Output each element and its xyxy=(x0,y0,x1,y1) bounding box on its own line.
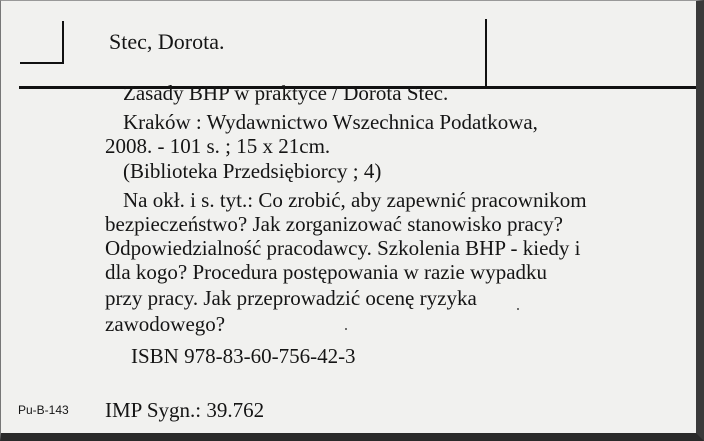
note-line-4: dla kogo? Procedura postępowania w razie wypadku xyxy=(105,260,548,284)
series-statement: (Biblioteka Przedsiębiorcy ; 4) xyxy=(123,159,382,183)
note-line-5: przy pracy. Jak przeprowadzić ocenę ryzyka xyxy=(105,286,477,310)
heading-vertical-rule xyxy=(485,19,487,87)
title-statement: Zasady BHP w praktyce / Dorota Stec. xyxy=(123,81,449,105)
dust-speck xyxy=(517,308,519,310)
publication-line-2: 2008. - 101 s. ; 15 x 21cm. xyxy=(105,134,331,158)
corner-mark-vertical xyxy=(62,21,64,64)
main-entry-heading: Stec, Dorota. xyxy=(109,29,225,54)
corner-mark-horizontal xyxy=(20,62,64,64)
publication-line-1: Kraków : Wydawnictwo Wszechnica Podatkowa, xyxy=(123,110,538,134)
dust-speck xyxy=(345,328,347,330)
note-line-1: Na okł. i s. tyt.: Co zrobić, aby zapewnić pracownikom xyxy=(123,188,587,212)
note-line-6: zawodowego? xyxy=(105,312,226,336)
note-line-3: Odpowiedzialność pracodawcy. Szkolenia BHP - kiedy i xyxy=(105,236,581,260)
isbn: ISBN 978-83-60-756-42-3 xyxy=(131,344,356,368)
shelfmark: Pu-B-143 xyxy=(18,403,69,417)
note-line-2: bezpieczeństwo? Jak zorganizować stanowisko pracy? xyxy=(105,212,563,236)
inventory-signature: IMP Sygn.: 39.762 xyxy=(105,398,265,422)
